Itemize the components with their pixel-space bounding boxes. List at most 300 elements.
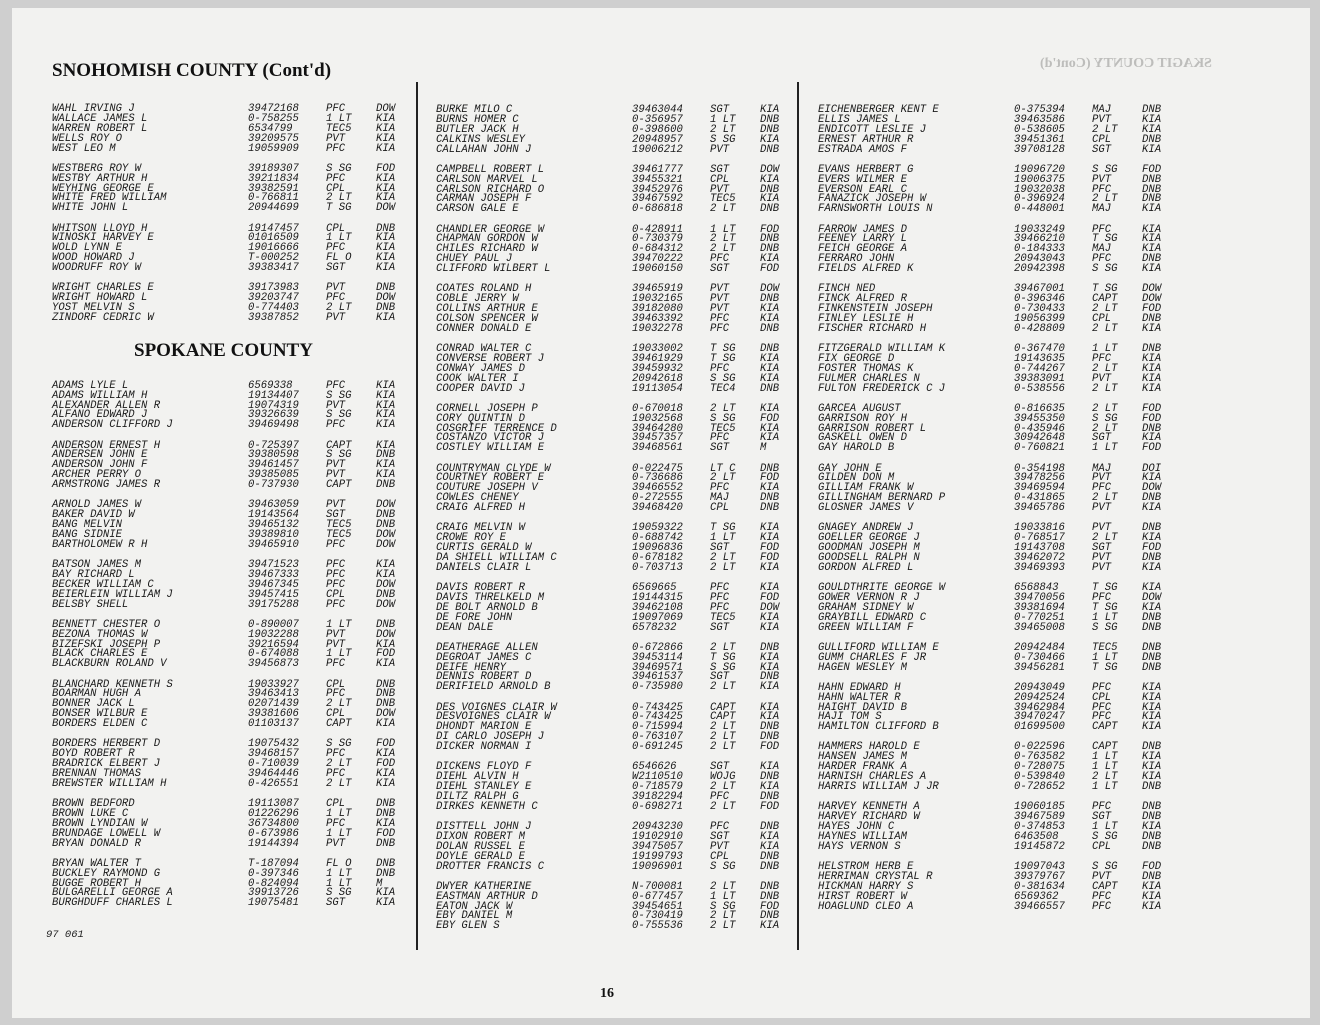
status-code: DNB [376,282,396,295]
status-code: KIA [760,422,780,435]
casualty-name: ESTRADA AMOS F [818,143,908,156]
service-number: 39464446 [248,767,299,780]
status-code: KIA [760,561,780,574]
service-number: 0-768517 [1014,532,1065,545]
rank: PFC [326,419,346,432]
entry-group [52,857,412,910]
status-code: DNB [1142,830,1162,843]
status-code: DNB [1142,781,1162,794]
service-number: 39451361 [1014,133,1065,146]
service-number: 39461457 [248,459,299,472]
casualty-name: ADAMS LYLE L [52,379,129,392]
service-number: 0-736686 [632,472,683,485]
status-code: KIA [760,761,780,774]
service-number: 0-184333 [1014,243,1065,256]
service-number: 0-428911 [632,223,683,236]
rank: S SG [1092,621,1118,634]
casualty-name: DEGROAT JAMES C [436,651,532,664]
status-code: KIA [1142,432,1162,445]
casualty-name: WOLD LYNN E [52,242,122,255]
service-number: 30942648 [1014,432,1065,445]
entry-group [52,379,412,432]
table-row [818,143,1178,156]
rank: PVT [710,183,730,196]
rank: CPL [326,708,346,721]
casualty-name: EVERSON EARL C [818,183,908,196]
status-code: FOD [760,551,780,564]
rank: CPL [326,798,346,811]
status-code: DNB [1142,253,1162,266]
status-code: KIA [760,482,780,495]
status-code: DNB [376,519,396,532]
status-code: DOW [760,601,780,614]
casualty-name: FOSTER THOMAS K [818,362,914,375]
service-number: 0-744267 [1014,362,1065,375]
service-number: N-700081 [632,880,683,893]
service-number: 6578232 [632,621,677,634]
service-number: 39385085 [248,469,299,482]
entry-group [818,345,1178,394]
rank: S SG [326,887,352,900]
service-number: 19006212 [632,143,683,156]
casualty-name: BORDERS ELDEN C [52,718,148,731]
casualty-name: BURGHDUFF CHARLES L [52,897,173,910]
status-code: KIA [1142,532,1162,545]
status-code: FOD [376,162,396,175]
service-number: 39465919 [632,283,683,296]
casualty-name: WEYHING GEORGE E [52,182,154,195]
rank: CAPT [1092,293,1118,306]
status-code: KIA [760,104,780,116]
casualty-name: CALLAHAN JOHN J [436,143,532,156]
rank: PFC [1092,711,1112,724]
table-row [436,743,796,753]
rank: TEC4 [710,382,736,395]
casualty-name: BLACK CHARLES E [52,648,148,661]
entry-group [818,743,1178,792]
casualty-name: WHITE FRED WILLIAM [52,192,167,205]
rank: PFC [710,362,730,375]
rank: CAPT [326,439,352,452]
casualty-name: BROWN LUKE C [52,807,129,820]
rank: PVT [1092,113,1112,126]
rank: T SG [710,352,736,365]
service-number: 0-022475 [632,462,683,475]
status-code: KIA [376,897,396,910]
status-code: KIA [760,362,780,375]
status-code: FOD [760,800,780,813]
rank: 1 LT [1092,761,1118,774]
rank: T SG [1092,661,1118,674]
casualty-name: BEIERLEIN WILLIAM J [52,588,173,601]
rank: 2 LT [710,233,736,246]
status-code: KIA [1142,711,1162,724]
rank: 2 LT [1092,771,1118,784]
status-code: KIA [760,312,780,325]
rank: 1 LT [1092,611,1118,624]
rank: 1 LT [326,867,352,880]
status-code: KIA [1142,223,1162,236]
rank: 2 LT [326,758,352,771]
service-number: 19144315 [632,591,683,604]
service-number: 0-755536 [632,920,683,933]
service-number: 19144394 [248,837,299,850]
rank: 2 LT [1092,402,1118,415]
casualty-name: DHONDT MARION E [436,721,532,734]
status-code: DNB [760,343,780,355]
entry-group [52,439,412,492]
rank: 2 LT [1092,303,1118,316]
status-code: FOD [760,223,780,236]
casualty-name: HELSTROM HERB E [818,860,914,873]
service-number: 0-672866 [632,641,683,654]
casualty-name: DESVOIGNES CLAIR W [436,711,551,724]
rank: 1 LT [326,112,352,125]
status-code: KIA [376,767,396,780]
rank: 2 LT [1092,492,1118,505]
status-code: KIA [376,389,396,402]
entry-group [436,285,796,334]
rank: PFC [326,538,346,551]
service-number: 39463392 [632,312,683,325]
service-number: 39465910 [248,538,299,551]
rank: SGT [1092,811,1112,824]
casualty-name: GOODSELL RALPH N [818,551,920,564]
status-code: KIA [760,781,780,794]
status-code: FOD [1142,402,1162,415]
entry-group [818,681,1178,734]
rank: TEC5 [710,193,736,206]
rank: 2 LT [1092,123,1118,136]
rank: 2 LT [710,203,736,216]
status-code: KIA [760,582,780,594]
status-code: DNB [1142,651,1162,664]
service-number: 19032568 [632,412,683,425]
casualty-name: ARMSTRONG JAMES R [52,479,161,492]
rank: T SG [326,202,352,215]
casualty-name: WESTBERG ROY W [52,162,142,175]
service-number: 0-674088 [248,648,299,661]
service-number: 19145872 [1014,840,1065,853]
casualty-name: BRADRICK ELBERT J [52,758,161,771]
entry-group [818,106,1178,155]
service-number: 0-448001 [1014,203,1065,216]
casualty-name: ANDERSON CLIFFORD J [52,419,173,432]
casualty-name: DOYLE GERALD E [436,850,526,863]
status-code: KIA [376,142,396,155]
service-number: 0-730419 [632,910,683,923]
service-number: 0-428809 [1014,322,1065,335]
casualty-name: DAVIS ROBERT R [436,582,526,594]
service-number: 02071439 [248,698,299,711]
county-heading: SNOHOMISH COUNTY (Cont'd) [52,60,332,81]
casualty-name: WHITE JOHN L [52,202,129,215]
casualty-name: CRAIG MELVIN W [436,522,526,535]
entry-group [52,561,412,610]
status-code: KIA [1142,890,1162,903]
service-number: 39463059 [248,499,299,512]
rank: CPL [710,173,730,186]
casualty-name: HAGEN WESLEY M [818,661,908,674]
rank: 2 LT [710,123,736,136]
casualty-name: HARNISH CHARLES A [818,771,927,784]
service-number: 19056399 [1014,312,1065,325]
entry-group [436,462,796,515]
rank: 2 LT [710,472,736,485]
status-code: KIA [376,172,396,185]
entry-group [436,584,796,633]
service-number: 39457415 [248,588,299,601]
rank: 1 LT [710,532,736,545]
casualty-name: DOLAN RUSSEL E [436,840,526,853]
status-code: DNB [760,731,780,744]
rank: 2 LT [1092,322,1118,335]
casualty-name: HIRST ROBERT W [818,890,908,903]
rank: T SG [710,651,736,664]
rank: CAPT [1092,880,1118,893]
status-code: KIA [1142,582,1162,594]
status-code: FOD [760,472,780,485]
status-code: FOD [376,758,396,771]
service-number: 01103137 [248,718,299,731]
casualty-name: CURTIS GERALD W [436,542,532,555]
rank: CAPT [710,711,736,724]
table-row [52,598,412,611]
rank: T SG [1092,601,1118,614]
casualty-name: GLOSNER JAMES V [818,502,914,515]
table-row [436,683,796,693]
rank: 2 LT [710,741,736,754]
casualty-name: FULTON FREDERICK C J [818,382,946,395]
casualty-name: WEST LEO M [52,142,116,155]
table-row [818,723,1178,733]
status-code: KIA [376,379,396,392]
rank: S SG [326,162,352,175]
casualty-name: HERRIMAN CRYSTAL R [818,870,933,883]
rank: PVT [710,293,730,306]
casualty-name: ALFANO EDWARD J [52,409,148,422]
casualty-name: BANG MELVIN [52,519,122,532]
entry-group [436,163,796,216]
casualty-name: DE FORE JOHN [436,611,513,624]
status-code: DNB [1142,312,1162,325]
service-number: 39216594 [248,638,299,651]
status-code: DOW [376,202,396,215]
casualty-name: ALEXANDER ALLEN R [52,399,161,412]
casualty-name: BORDERS HERBERT D [52,738,161,751]
casualty-name: GORDON ALFRED L [818,561,914,574]
rank: 2 LT [326,302,352,315]
rank: 1 LT [326,877,352,890]
rank: PFC [326,559,346,572]
status-code: KIA [376,568,396,581]
casualty-name: BAKER DAVID W [52,509,135,522]
status-code: FOD [376,827,396,840]
entry-group [52,678,412,731]
status-code: DOW [376,598,396,611]
status-code: KIA [376,817,396,830]
rank: PFC [1092,890,1112,903]
casualty-name: CRAIG ALFRED H [436,502,526,515]
casualty-name: GREEN WILLIAM F [818,621,914,634]
casualty-name: DICKER NORMAN I [436,741,532,754]
casualty-name: HARDER FRANK A [818,761,908,774]
rank: PFC [326,578,346,591]
service-number: 39383091 [1014,372,1065,385]
status-code: DOW [1142,591,1162,604]
service-number: 39380598 [248,449,299,462]
casualty-name: ANDERSEN JOHN E [52,449,148,462]
service-number: 0-673986 [248,827,299,840]
status-code: KIA [376,242,396,255]
status-code: KIA [760,303,780,316]
service-number: 39466552 [632,482,683,495]
status-code: FOD [760,591,780,604]
status-code: KIA [376,638,396,651]
status-code: KIA [760,402,780,415]
rank: 1 LT [1092,821,1118,833]
casualty-name: BRENNAN THOMAS [52,767,142,780]
service-number: 39466210 [1014,233,1065,246]
service-number: 19060150 [632,263,683,276]
status-code: DNB [1142,870,1162,883]
rank: 1 LT [1092,751,1118,764]
entry-group [818,524,1178,573]
status-code: KIA [376,748,396,761]
service-number: 0-538605 [1014,123,1065,136]
service-number: 0-725397 [248,439,299,452]
service-number: 19143708 [1014,542,1065,555]
service-number: 0-737930 [248,479,299,492]
status-code: KIA [376,232,396,245]
casualty-name: GOWER VERNON R J [818,591,920,604]
casualty-name: GAY HAROLD B [818,442,895,455]
rank: 2 LT [710,920,736,933]
service-number: 0-538556 [1014,382,1065,395]
casualty-name: COBLE JERRY W [436,293,519,306]
rank: PFC [326,688,346,701]
status-code: KIA [1142,701,1162,714]
service-number: 19102910 [632,830,683,843]
rank: PFC [710,312,730,325]
casualty-name: BRYAN WALTER T [52,857,142,870]
service-number: 39203747 [248,292,299,305]
casualty-name: WOOD HOWARD J [52,252,135,265]
casualty-name: DERIFIELD ARNOLD B [436,681,551,694]
casualty-name: HARVEY RICHARD W [818,811,920,824]
status-code: KIA [760,133,780,146]
casualty-name: DAVIS THRELKELD M [436,591,545,604]
status-code: DNB [1142,741,1162,754]
service-number: 39462072 [1014,551,1065,564]
casualty-name: COLLINS ARTHUR E [436,303,538,316]
rank: PVT [710,143,730,156]
rank: PFC [1092,183,1112,196]
status-code: DNB [376,807,396,820]
status-code: KIA [376,559,396,572]
rank: PFC [326,598,346,611]
rank: SGT [326,509,346,522]
service-number: 0-396346 [1014,293,1065,306]
status-code: DNB [1142,811,1162,824]
service-number: 0-022596 [1014,741,1065,754]
service-number: 39461537 [632,671,683,684]
status-code: DNB [376,222,396,235]
status-code: DNB [376,837,396,850]
table-row [436,561,796,574]
status-code: DNB [1142,422,1162,435]
status-code: DOW [376,499,396,512]
rank: PFC [710,482,730,495]
table-row [818,322,1178,335]
rank: S SG [1092,830,1118,843]
casualty-name: CROWE ROY E [436,532,506,545]
service-number: 39182294 [632,790,683,803]
entry-group [52,501,412,550]
status-code: DOW [376,628,396,641]
rank: 2 LT [710,561,736,574]
casualty-name: DE BOLT ARNOLD B [436,601,538,614]
status-code: KIA [376,122,396,135]
status-code: DNB [1142,522,1162,535]
status-code: FOD [760,412,780,425]
rank: PFC [1092,253,1112,266]
service-number: 39468561 [632,442,683,455]
status-code: KIA [1142,372,1162,385]
entry-group [818,860,1178,913]
status-code: DNB [760,771,780,784]
service-number: 6569338 [248,379,293,392]
status-code: KIA [760,840,780,853]
service-number: 19113054 [632,382,683,395]
rank: PVT [326,282,346,295]
rank: CPL [326,678,346,691]
status-code: DNB [760,671,780,684]
status-code: DOW [760,283,780,296]
rank: TEC5 [326,122,352,135]
table-row [52,837,412,850]
rank: PVT [1092,372,1112,385]
casualty-name: CARLSON MARVEL L [436,173,538,186]
casualty-name: DIEHL STANLEY E [436,781,532,794]
status-code: DOW [1142,482,1162,495]
service-number: 39383417 [248,262,299,275]
status-code: DNB [1142,661,1162,674]
column-divider-left [416,82,418,950]
service-number: 6463508 [1014,830,1059,843]
rank: PFC [326,142,346,155]
entry-group [436,701,796,754]
status-code: DNB [376,688,396,701]
rank: TEC5 [1092,641,1118,654]
status-code: KIA [376,718,396,731]
status-code: DNB [760,502,780,515]
casualty-name: COOPER DAVID J [436,382,526,395]
rank: PFC [326,817,346,830]
casualty-name: EASTMAN ARTHUR D [436,890,538,903]
service-number: 0-763107 [632,731,683,744]
service-number: 39459932 [632,362,683,375]
entry-group [52,800,412,849]
status-code: DOW [376,528,396,541]
service-number: 19059322 [632,522,683,535]
status-code: KIA [376,887,396,900]
status-code: DNB [1142,104,1162,116]
status-code: KIA [376,459,396,472]
casualty-name: HAHN WALTER R [818,691,901,704]
casualty-name: GILDEN DON M [818,472,895,485]
casualty-name: FITZGERALD WILLIAM K [818,343,946,355]
